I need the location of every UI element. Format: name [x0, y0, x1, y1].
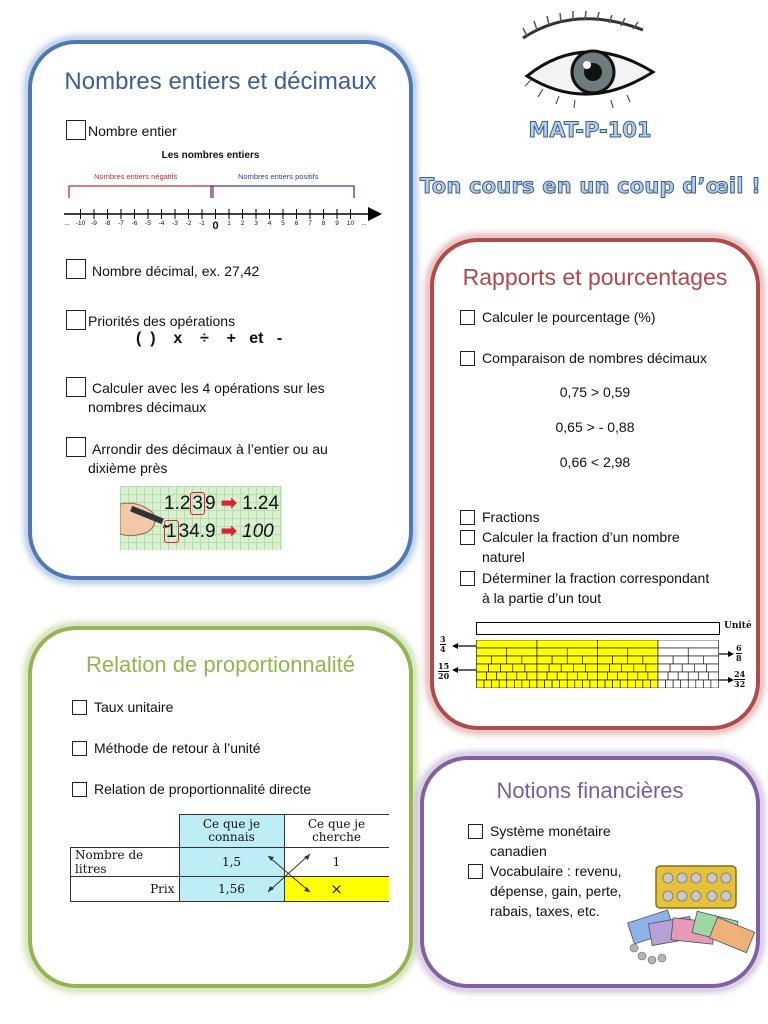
item-priorites: Priorités des opérations	[88, 313, 236, 329]
panel-title: Rapports et pourcentages	[462, 264, 728, 290]
item-proportion-directe: Relation de proportionnalité directe	[94, 781, 312, 797]
item-pourcentage: Calculer le pourcentage (%)	[482, 309, 656, 325]
tick-label: -6	[131, 220, 138, 227]
tick-label: -4	[158, 220, 165, 227]
tagline: Ton cours en un coup d’œil !	[420, 174, 761, 198]
fraction-left-2: 15 20	[438, 661, 450, 681]
tick-label: -2	[185, 220, 192, 227]
tick-label: -1	[199, 220, 205, 227]
numberline-pos-label: Nombres entiers positifs	[238, 172, 319, 181]
item-fractions: Fractions	[482, 509, 540, 525]
item-fraction-nombre-line2: naturel	[482, 549, 525, 565]
tick-label: 3	[254, 220, 258, 227]
panel-proportionnalite	[28, 626, 413, 988]
checkbox[interactable]	[72, 741, 87, 756]
tick-label: 4	[267, 220, 272, 227]
money-icon	[620, 860, 756, 970]
tick-label: 0	[212, 220, 219, 232]
course-code: MAT-P-101	[528, 118, 652, 142]
tick-label: 8	[321, 220, 326, 227]
item-vocabulaire-line1: Vocabulaire : revenu,	[490, 863, 622, 879]
item-4-operations-line2: nombres décimaux	[88, 399, 207, 415]
row-label: Nombre de litres	[71, 848, 180, 877]
table-corner	[71, 815, 180, 848]
tick-label: 9	[335, 220, 339, 227]
numberline-title: Les nombres entiers	[161, 150, 260, 161]
tick-label: 10	[346, 220, 355, 227]
operations-symbols: ( ) x ÷ + et -	[136, 330, 283, 347]
pencil-hand-icon	[120, 494, 170, 540]
arrow-right-icon: ➡	[220, 493, 237, 514]
panel-title: Notions financières	[496, 778, 684, 803]
panel-finance	[420, 756, 760, 988]
item-fraction-tout-line1: Déterminer la fraction correspondant	[482, 570, 710, 586]
checkbox[interactable]	[468, 824, 483, 839]
cross-arrows-icon	[264, 848, 314, 898]
tick-label: 1	[227, 220, 231, 227]
panel-nombres-entiers	[28, 40, 413, 580]
item-arrondir-line1: Arrondir des décimaux à l’entier ou au	[92, 441, 328, 457]
row-known: 1,56	[179, 877, 284, 902]
table-header-sought: Ce que je cherche	[284, 815, 389, 848]
numberline-neg-label: Nombres entiers négatifs	[94, 172, 178, 181]
tick-label: -9	[91, 220, 97, 227]
fraction-arrows	[438, 618, 756, 692]
tick-label: -10	[75, 220, 86, 227]
rounding-row-2: 1 34.9 ➡ 100	[166, 521, 274, 542]
checkbox[interactable]	[66, 310, 86, 330]
table-row	[71, 848, 389, 877]
checkbox[interactable]	[72, 700, 87, 715]
row-known: 1,5	[179, 848, 284, 877]
item-4-operations-line1: Calculer avec les 4 opérations sur les	[92, 380, 325, 396]
table-header-known: Ce que je connais	[179, 815, 284, 848]
item-nombre-entier: Nombre entier	[88, 123, 177, 139]
row-sought: 1	[284, 848, 389, 877]
tick-label: 7	[308, 220, 312, 227]
tick-label: ...	[361, 220, 367, 227]
fraction-right-1: 6 8	[736, 643, 742, 663]
checkbox[interactable]	[72, 782, 87, 797]
tick-label: -7	[118, 220, 124, 227]
row-label: Prix	[71, 877, 180, 902]
tick-label: -5	[145, 220, 151, 227]
comparison-1: 0,75 > 0,59	[559, 384, 631, 400]
tick-label: -3	[172, 220, 178, 227]
item-comparaison: Comparaison de nombres décimaux	[482, 350, 707, 366]
checkbox[interactable]	[468, 864, 483, 879]
tick-label: 2	[240, 220, 245, 227]
item-fraction-nombre-line1: Calculer la fraction d’un nombre	[482, 529, 680, 545]
checkbox[interactable]	[66, 259, 86, 279]
checkbox[interactable]	[460, 510, 475, 525]
item-nombre-decimal: Nombre décimal, ex. 27,42	[92, 263, 260, 279]
tick-label: 6	[294, 220, 299, 227]
panel-title: Nombres entiers et décimaux	[64, 68, 377, 95]
checkbox[interactable]	[460, 571, 475, 586]
checkbox[interactable]	[66, 377, 86, 397]
tick-label: -8	[104, 220, 111, 227]
panel-rapports	[430, 238, 760, 730]
unit-label: Unité	[724, 621, 752, 631]
row-sought: ×	[284, 877, 389, 902]
tick-label: 5	[281, 220, 285, 227]
tick-label: ...	[64, 220, 70, 227]
comparison-3: 0,66 < 2,98	[559, 454, 631, 470]
eye-icon	[515, 10, 665, 120]
item-fraction-tout-line2: à la partie d’un tout	[482, 590, 602, 606]
rounding-row-1: 1.2 3 9 ➡ 1.24	[164, 493, 280, 514]
item-systeme-monetaire-line2: canadien	[490, 843, 547, 859]
table-row	[71, 877, 389, 902]
arrow-right-icon: ➡	[220, 521, 237, 542]
checkbox[interactable]	[460, 351, 475, 366]
proportion-table	[70, 814, 389, 902]
item-vocabulaire-line2: dépense, gain, perte,	[490, 883, 622, 899]
item-retour-unite: Méthode de retour à l’unité	[94, 740, 261, 756]
checkbox[interactable]	[66, 120, 86, 140]
fraction-diagram	[438, 618, 756, 692]
item-arrondir-line2: dixième près	[88, 460, 168, 476]
fraction-right-2: 24 32	[734, 669, 746, 689]
panel-title: Relation de proportionnalité	[85, 652, 356, 677]
rounding-illustration	[120, 486, 282, 550]
checkbox[interactable]	[460, 310, 475, 325]
item-vocabulaire-line3: rabais, taxes, etc.	[490, 903, 600, 919]
checkbox[interactable]	[66, 437, 86, 457]
numberline-tick-labels	[62, 220, 387, 232]
item-systeme-monetaire-line1: Système monétaire	[490, 823, 611, 839]
checkbox[interactable]	[460, 530, 475, 545]
item-taux-unitaire: Taux unitaire	[94, 699, 174, 715]
comparison-2: 0,65 > - 0,88	[555, 419, 635, 435]
fraction-left-1: 3 4	[440, 634, 446, 654]
